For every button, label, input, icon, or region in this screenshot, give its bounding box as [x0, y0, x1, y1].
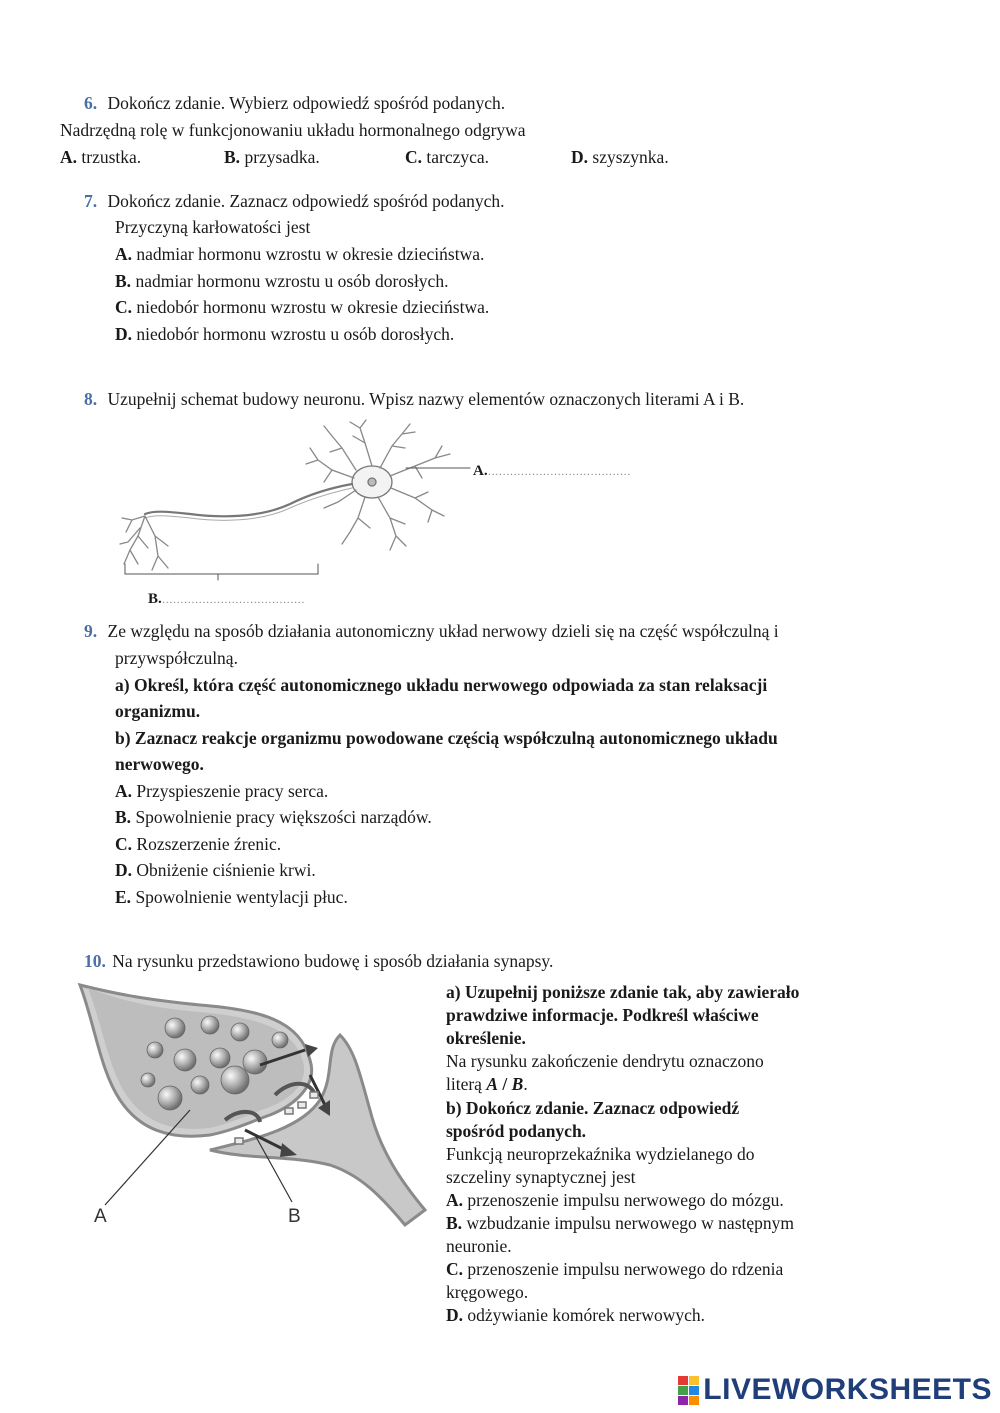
q9-option-b[interactable]: B. Spowolnienie pracy większości narządów. [115, 807, 432, 827]
q6-option-d[interactable]: D. szyszynka. [571, 147, 669, 167]
q7-instruction: Dokończ zdanie. Zaznacz odpowiedź spośród podanych. [107, 191, 505, 211]
q6-instruction: Dokończ zdanie. Wybierz odpowiedź spośród podanych. [107, 93, 506, 113]
q9-option-d[interactable]: D. Obniżenie ciśnienie krwi. [115, 860, 316, 880]
q10-task-b-line2: spośród podanych. [446, 1121, 587, 1141]
q10-sentence: Na rysunku zakończenie dendrytu oznaczono [446, 1051, 764, 1071]
q10-option-c[interactable]: C. przenoszenie impulsu nerwowego do rdzenia [446, 1259, 784, 1279]
q10-option-d[interactable]: D. odżywianie komórek nerwowych. [446, 1305, 706, 1325]
q9-header [84, 621, 779, 642]
q10-task-a-line2: prawdziwe informacje. Podkreśl właściwe [446, 1005, 759, 1025]
q10-sentence-line2: literą A / B. [446, 1074, 528, 1094]
q9-task-a: a) Określ, która część autonomicznego układu nerwowego odpowiada za stan relaksacji [115, 675, 768, 695]
q7-stem: Przyczyną karłowatości jest [115, 217, 311, 237]
q7-option-c[interactable]: C. niedobór hormonu wzrostu w okresie dzieciństwa. [115, 297, 490, 317]
neuron-label-b-row [148, 590, 305, 608]
q10-option-a[interactable]: A. przenoszenie impulsu nerwowego do mózgu. [446, 1190, 784, 1210]
q10-header [84, 951, 553, 972]
neuron-answer-b[interactable]: ………………………………… [161, 594, 305, 606]
neuron-label-a-row [473, 462, 631, 480]
q10-option-c-line2: kręgowego. [446, 1282, 529, 1302]
q9-task-b-line2: nerwowego. [115, 754, 204, 774]
neuron-label-a: A. [473, 463, 488, 479]
q6-header [84, 93, 505, 114]
q10-option-b-line2: neuronie. [446, 1236, 512, 1256]
q8-header [84, 389, 744, 410]
q9-option-c[interactable]: C. Rozszerzenie źrenic. [115, 834, 282, 854]
q10-task-b: b) Dokończ zdanie. Zaznacz odpowiedź [446, 1098, 740, 1118]
neuron-label-b: B. [148, 591, 162, 607]
q8-number: 8. [84, 389, 98, 409]
q8-instruction: Uzupełnij schemat budowy neuronu. Wpisz nazwy elementów oznaczonych literami A i B. [107, 389, 745, 409]
q6-option-b[interactable]: B. przysadka. [224, 147, 320, 167]
q10-task-a: a) Uzupełnij poniższe zdanie tak, aby zawierało [446, 982, 800, 1002]
synapse-diagram [60, 980, 430, 1230]
q10-instruction: Na rysunku przedstawiono budowę i sposób działania synapsy. [112, 951, 554, 971]
q7-header [84, 191, 505, 212]
q7-number: 7. [84, 191, 98, 211]
q10-choice-b[interactable]: B [511, 1074, 524, 1094]
q6-option-a[interactable]: A. trzustka. [60, 147, 142, 167]
synapse-label-a: A [94, 1206, 107, 1227]
q10-task-a-line3: określenie. [446, 1028, 526, 1048]
q6-number: 6. [84, 93, 98, 113]
synapse-label-b: B [288, 1206, 301, 1227]
q7-option-b[interactable]: B. nadmiar hormonu wzrostu u osób dorosłych. [115, 271, 449, 291]
neuron-diagram [110, 418, 530, 608]
q10-stem: Funkcją neuroprzekaźnika wydzielanego do [446, 1144, 755, 1164]
q10-stem-line2: szczeliny synaptycznej jest [446, 1167, 636, 1187]
q6-option-c[interactable]: C. tarczyca. [405, 147, 490, 167]
q6-stem: Nadrzędną rolę w funkcjonowaniu układu hormonalnego odgrywa [60, 120, 526, 140]
q9-intro-line2: przywspółczulną. [115, 648, 238, 668]
q9-task-a-line2: organizmu. [115, 701, 201, 721]
q9-option-e[interactable]: E. Spowolnienie wentylacji płuc. [115, 887, 348, 907]
q10-choice-a[interactable]: A [486, 1074, 499, 1094]
liveworksheets-logo[interactable] [678, 1373, 992, 1407]
liveworksheets-logo-icon [678, 1376, 699, 1405]
q9-intro: Ze względu na sposób działania autonomiczny układ nerwowy dzieli się na część współczulną i [107, 621, 779, 641]
neuron-answer-a[interactable]: ………………………………… [487, 466, 631, 478]
q7-option-a[interactable]: A. nadmiar hormonu wzrostu w okresie dzieciństwa. [115, 244, 485, 264]
q7-option-d[interactable]: D. niedobór hormonu wzrostu u osób dorosłych. [115, 324, 455, 344]
q10-number: 10. [84, 951, 106, 971]
q9-task-b: b) Zaznacz reakcje organizmu powodowane częścią współczulną autonomicznego układu [115, 728, 778, 748]
q10-option-b[interactable]: B. wzbudzanie impulsu nerwowego w następnym [446, 1213, 794, 1233]
liveworksheets-logo-text: LIVEWORKSHEETS [703, 1373, 992, 1406]
q9-number: 9. [84, 621, 98, 641]
q9-option-a[interactable]: A. Przyspieszenie pracy serca. [115, 781, 329, 801]
